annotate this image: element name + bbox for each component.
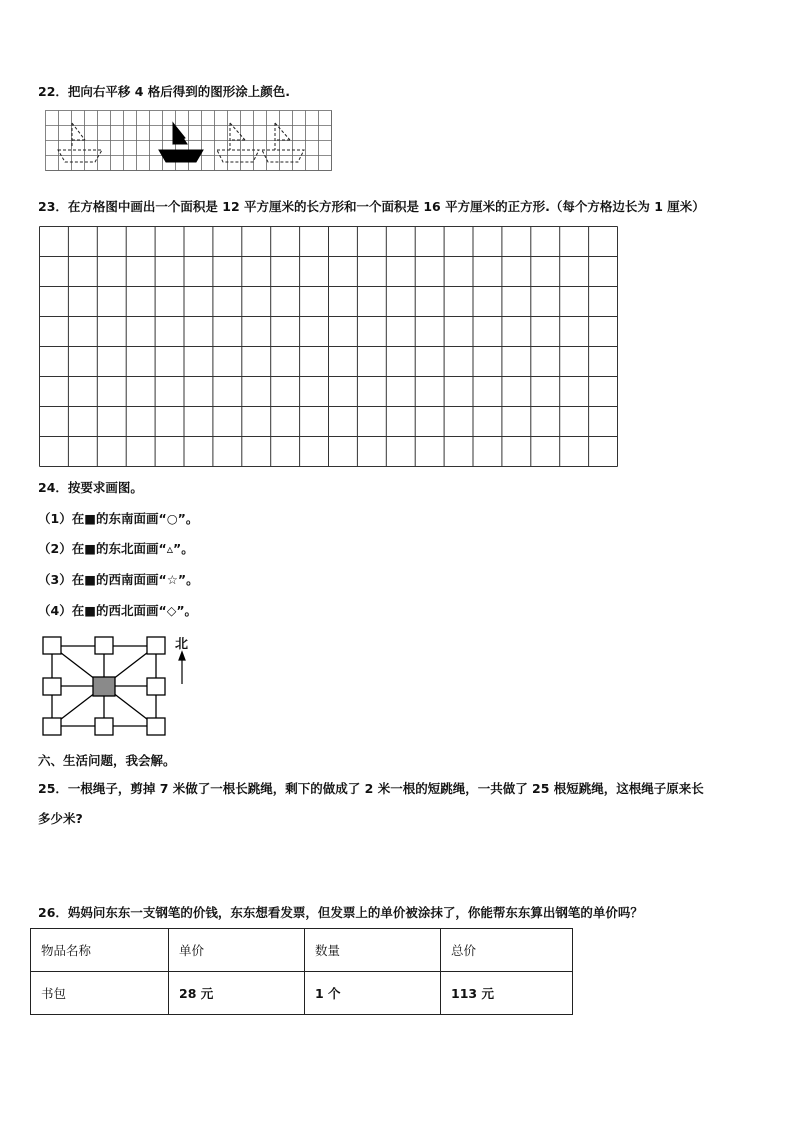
box-e [147,678,165,695]
table-header-cell: 数量 [305,929,441,972]
box-ne [147,637,165,654]
q24-text: 24．按要求画图。 [38,480,143,495]
q25-line2: 多少米? [38,811,83,826]
box-sw [43,718,61,735]
q25-line1: 25．一根绳子，剪掉 7 米做了一根长跳绳，剩下的做成了 2 米一根的短跳绳，一共做了 25 根短跳绳，这根绳子原来长 [38,781,704,796]
box-se [147,718,165,735]
north-label: 北 [175,637,189,652]
q24-item-4: （4）在■的西北面画“◇”。 [38,603,198,618]
table-cell: 1 个 [305,972,441,1015]
box-w [43,678,61,695]
box-s [95,718,113,735]
box-nw [43,637,61,654]
table-header-row [31,929,573,972]
q24-item-3: （3）在■的西南面画“☆”。 [38,572,199,587]
dashed-boat-middle [217,123,259,162]
invoice-table [30,928,573,1015]
dashed-boat-left [58,123,102,162]
q24-item-1: （1）在■的东南面画“○”。 [38,511,199,526]
q23-text: 23．在方格图中画出一个面积是 12 平方厘米的长方形和一个面积是 16 平方厘米的正方形.（每个方格边长为 1 厘米） [38,199,705,214]
q24-item-2: （2）在■的东北面画“▵”。 [38,541,194,556]
q26-text: 26．妈妈问东东一支钢笔的价钱，东东想看发票，但发票上的单价被涂抹了，你能帮东东算出钢笔的单价吗？ [38,905,643,920]
dashed-boat-right [262,123,304,162]
solid-boat [159,123,203,162]
table-cell: 28 元 [169,972,305,1015]
table-header-cell: 单价 [169,929,305,972]
table-cell: 113 元 [441,972,573,1015]
north-arrow [179,652,185,684]
q22-grid-figure [45,110,335,172]
table-row [31,972,573,1015]
table-header-cell: 物品名称 [31,929,169,972]
q23-square-grid [39,226,621,469]
table-header-cell: 总价 [441,929,573,972]
box-n [95,637,113,654]
table-cell: 书包 [31,972,169,1015]
q22-text: 22．把向右平移 4 格后得到的图形涂上颜色. [38,84,291,99]
center-shaded-box [93,677,115,696]
section6-title: 六、生活问题，我会解。 [38,753,176,768]
